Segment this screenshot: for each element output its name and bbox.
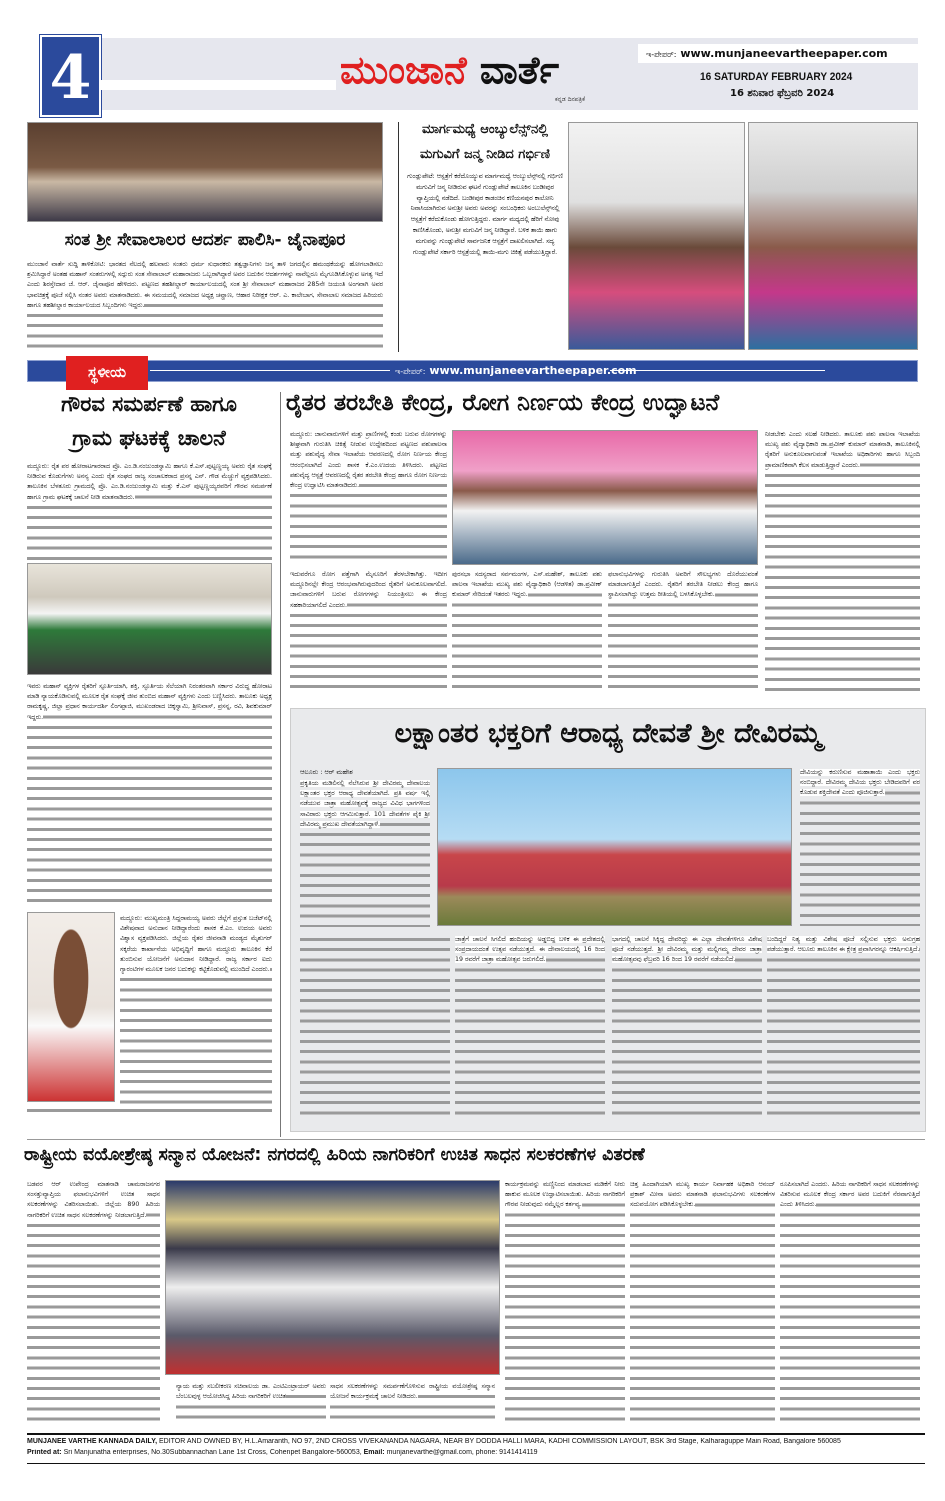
raitha-body-4: ಫಲಾನುಭವಿಗಳನ್ನು ಗುರುತಿಸಿ ಅವರಿಗೆ ಸೌಲಭ್ಯಗಳು ದೊರೆಯುವಂತೆ ಮಾಡಲಾಗುತ್ತಿದೆ ಎಂದರು. ರೈತರಿಗೆ ತರಬೇತಿ ನೀಡಲು ಕೇಂದ್ರ ಹಾಗೂ ಸ್ಥಾಪಿಸಲಾಗಿದ್ದು ಉತ್ತಮ ರೀತಿಯಲ್ಲಿ ಬಳಸಿಕೊಳ್ಳಬೇಕು. — [608, 570, 758, 692]
section-epaper[interactable] — [395, 360, 637, 382]
tagline: ಕನ್ನಡ ದಿನಪತ್ರಿಕೆ — [555, 96, 586, 103]
raitha-body-3: ಇದುವರೆಗೂ ರೋಗ ಪತ್ತೆಗಾಗಿ ಮೈಸೂರಿಗೆ ತೆರಳಬೇಕಾಗಿತ್ತು. ಇದೀಗ ಮದ್ದೂರಿನಲ್ಲೇ ಕೇಂದ್ರ ಆರಂಭವಾಗಿರುವುದರಿಂದ ರೈತರಿಗೆ ಅನುಕೂಲವಾಗಲಿದೆ. ಜಾನುವಾರುಗಳಿಗೆ ಬರುವ ರೋಗಗಳನ್ನು ನಿಯಂತ್ರಿಸಲು ಈ ಕೇಂದ್ರ ಸಹಕಾರಿಯಾಗಲಿದೆ ಎಂದರು. — [290, 570, 447, 692]
divider — [27, 1139, 925, 1140]
sevalal-body: ಮುಂಜಾನೆ ವಾರ್ತೆ ಸುದ್ದಿ ತಾಳಿಕೋಟಿ: ಭಾರತದ ನೆಲದಲ್ಲಿ ಹಲವಾರು ಸಂತರು ಧರ್ಮ ಸುಧಾರಕರು ತತ್ವಜ್ಞಾನಿಗಳು ಜನ್ಮ ತಾಳಿ ಜಗದಲ್ಲಿನ ಹಮಂಥಕೆಯನ್ನು ಹೋಗಲಾಡಿಸಲು ಶ್ರಮಿಸಿದ್ದಾರೆ ಅಂತಹ ಮಹಾನ್ ಸಂತರುಗಳಲ್ಲಿ ಸದ್ಗುರು ಸಂತ ಸೇವಾಲಾಲ್ ಮಹಾರಾಜರು ಒಬ್ಬರಾಗಿದ್ದಾರೆ ಅವರ ಬದುಕಿನ ಆದರ್ಶಗಳನ್ನು ನಾವೆಲ್ಲರೂ ಮೈಗೂಡಿಸಿಕೊಳ್ಳುವ ಅಗತ್ಯ ಇದೆ ಎಂದು ಶಿರಸ್ತೇದಾರ ಜೆ. ಆರ್. ಜೈನಾಪೂರ ಹೇಳಿದರು. ಪಟ್ಟಣದ ತಹಶೀಲ್ದಾರ್ ಕಾರ್ಯಾಲಯದಲ್ಲಿ ಸಂತ ಶ್ರೀ ಸೇವಾಲಾಲ್ ಮಹಾರಾಜರ 285ನೇ ಜಯಂತಿ ಅಂಗವಾಗಿ ಅವರ ಭಾವಚಿತ್ರಕ್ಕೆ ಪೂಜೆ ಸಲ್ಲಿಸಿ ನಂತರ ಅವರು ಮಾತನಾಡಿದರು. ಈ ಸಮಯದಲ್ಲಿ ಸಮಾಜದ ಅಧ್ಯಕ್ಷ ಚವ್ಹಾಣ, ಆಹಾರ ನಿರೀಕ್ಷಕ ಆರ್. ಎ. ಕಾಲೇಬಾಗ, ಸೇವಾಲಾಲ ಸಮಾಜದ ಹಿರಿಯರು ಹಾಗೂ ತಹಶೀಲ್ದಾರ ಕಾರ್ಯಾಲಯದ ಸಿಬ್ಬಂದಿಗಳು ಇದ್ದರು. — [27, 260, 383, 352]
devirammma-body-2: ದೇವಿಯನ್ನು ಕರುಣಿಸುವ ಮಹಾತಾಯಿ ಎಂದು ಭಕ್ತರು ನಂಬಿದ್ದಾರೆ. ದೇವಿರಮ್ಮ ದೇವಿಯ ಭಕ್ತರು ಬೇಡಿದವರಿಗೆ ವರ ಕೊಡುವ ಶಕ್ತಿದೇವತೆ ಎಂದು ಪೂಜಿಸುತ್ತಾರೆ. — [800, 768, 920, 926]
devirammma-headline: ಲಕ್ಷಾಂತರ ಭಕ್ತರಿಗೆ ಆರಾಧ್ಯ ದೇವತೆ ಶ್ರೀ ದೇವಿರಮ್ಮ — [394, 718, 822, 749]
devirammma-byline: ಆಲೂರು : ಆರ್ ಮಹೇಶ — [300, 768, 353, 776]
logo-part1: ಮುಂಜಾನೆ — [340, 48, 467, 92]
raitha-body-3b: ಪುರಸಭಾ ಸದಸ್ಯರಾದ ಸರ್ವಮಂಗಳ, ಎಸ್.ಮಹೇಶ್, ತಾಲೂಕು ಪಶು ಪಾಲನಾ ಇಲಾಖೆಯ ಮುಖ್ಯ ಪಶು ವೈದ್ಯಾಧಿಕಾರಿ (ಆಡಳಿತ) ಡಾ.ಪ್ರವೀಣ್ ಕುಮಾರ್ ಸೇರಿದಂತೆ ಇತರರು ಇದ್ದರು. — [452, 570, 602, 692]
vayoshreshta-body-4: ರೂಪಿಸಲಾಗಿದೆ ಎಂದರು. ಹಿರಿಯ ನಾಗರಿಕರಿಗೆ ಸಾಧನ ಸಲಕರಣೆಗಳನ್ನು ವಿತರಿಸುವ ಮೂಲಕ ಕೇಂದ್ರ ಸರ್ಕಾರ ಅವರ ಬದುಕಿಗೆ ನೆರವಾಗುತ್ತಿದೆ ಎಂದು ತಿಳಿಸಿದರು. — [780, 1180, 920, 1425]
raitha-body-2: ನೀಡಬೇಕು ಎಂದು ಸಲಹೆ ನೀಡಿದರು. ತಾಲೂಕು ಪಶು ಪಾಲನಾ ಇಲಾಖೆಯ ಮುಖ್ಯ ಪಶು ವೈದ್ಯಾಧಿಕಾರಿ ಡಾ.ಪ್ರವೀಣ್ ಕುಮಾರ್ ಮಾತನಾಡಿ, ತಾಲೂಕಿನಲ್ಲಿ ರೈತರಿಗೆ ಅನುಕೂಲವಾಗುವಂತೆ ಇಲಾಖೆಯ ಅಧಿಕಾರಿಗಳು ಹಾಗೂ ಸಿಬ್ಬಂದಿ ಪ್ರಾಮಾಣಿಕವಾಗಿ ಕೆಲಸ ಮಾಡುತ್ತಿದ್ದಾರೆ ಎಂದರು. — [765, 430, 920, 692]
temple-photo — [437, 768, 792, 926]
vayoshreshta-event-photo — [165, 1180, 500, 1375]
epaper-url[interactable]: www.munjaneevartheepaper.com — [680, 47, 888, 60]
epaper-label: ಇ-ಪೇಪರ್: — [646, 50, 677, 59]
gourava-headline-1: ಗೌರವ ಸಮರ್ಪಣೆ ಹಾಗೂ — [61, 392, 237, 416]
footer-line-2 — [27, 1449, 925, 1456]
sevalal-headline: ಸಂತ ಶ್ರೀ ಸೇವಾಲಾಲರ ಆದರ್ಶ ಪಾಲಿಸಿ- ಜೈನಾಪೂರ — [64, 230, 346, 250]
vayoshreshta-body-3: ಚಿತ್ತ ಹಿಂದಾಗಿಯಾಗಿ ಮುಖ್ಯ ಕಾರ್ಯ ನಿರ್ವಾಹಕ ಅಧಿಕಾರಿ ಆನಂದ್ ಪ್ರಕಾಶ್ ಮೀನಾ ಅವರು ಮಾತನಾಡಿ ಫಲಾನುಭವಿಗಳು ಸಲಕರಣೆಗಳ ಸದುಪಯೋಗ ಪಡಿಸಿಕೊಳ್ಳಬೇಕು. — [630, 1180, 775, 1425]
mla-portrait-photo — [27, 912, 115, 1102]
column-divider — [280, 392, 281, 1137]
devirammma-body-4: ಭಾಗದಲ್ಲಿ ಚಾಲನೆ ಸಿಕ್ಕಿದ್ದ ದೇವರಿದ್ದು ಈ ಎಲ್ಲಾ ದೇವತೆಗಳಿಗೂ ವಿಶೇಷ ಪೂಜೆ ನಡೆಯುತ್ತದೆ. ಶ್ರೀ ದೇವಿರಮ್ಮ ಮತ್ತು ಮಲ್ಲಿಗಮ್ಮ ದೇವರ ಜಾತ್ರಾ ಮಹೋತ್ಸವವು ಫೆಬ್ರವರಿ 16 ರಿಂದ 19 ರವರೆಗೆ ನಡೆಯಲಿದೆ. — [612, 935, 762, 1115]
sevalal-event-photo — [27, 122, 383, 222]
column-divider — [398, 122, 399, 352]
ambulance-headline-1: ಮಾರ್ಗಮಧ್ಯೆ ಆಂಬ್ಯುಲೆನ್ಸ್‌ನಲ್ಲಿ — [421, 122, 549, 137]
section-epaper-label: ಇ-ಪೇಪರ್: — [395, 367, 426, 376]
ambulance-headline-2: ಮಗುವಿಗೆ ಜನ್ಮ ನೀಡಿದ ಗರ್ಭಿಣಿ — [419, 147, 551, 162]
vayoshreshta-caption-1: ನ್ಯಾಯ ಮತ್ತು ಸಬಲೀಕರಣ ಸಚಿವಾಲಯ ಡಾ. ಎಂಟಿಎಂಟ್ರಾಯರ್ ಅವರು ಬೆಂಬಲವುಳ್ಳ ಆಯೋಜಿಸಿದ್ದ ಹಿರಿಯ ನಾಗರಿಕರಿಗೆ ಉಚಿತ — [176, 1382, 326, 1426]
gourava-headline-2: ಗ್ರಾಮ ಘಟಕಕ್ಕೆ ಚಾಲನೆ — [72, 426, 226, 450]
devirammma-body-1: ಪ್ರಕೃತಿಯ ಮಡಿಲಿನಲ್ಲಿ ನೆಲೆಸಿರುವ ಶ್ರೀ ದೇವಿರಮ್ಮ ದೇವಾಲಯ ಲಕ್ಷಾಂತರ ಭಕ್ತರ ಆರಾಧ್ಯ ದೇವತೆಯಾಗಿದೆ. ಪ್ರತಿ ವರ್ಷ ಇಲ್ಲಿ ನಡೆಯುವ ಜಾತ್ರಾ ಮಹೋತ್ಸವಕ್ಕೆ ರಾಜ್ಯದ ವಿವಿಧ ಭಾಗಗಳಿಂದ ಸಾವಿರಾರು ಭಕ್ತರು ಆಗಮಿಸುತ್ತಾರೆ. 101 ದೇವತೆಗಳ ಪೈಕಿ ಶ್ರೀ ದೇವಿರಮ್ಮ ಪ್ರಮುಖ ದೇವತೆಯಾಗಿದ್ದಾಳೆ. — [300, 779, 430, 927]
raitha-headline: ರೈತರ ತರಬೇತಿ ಕೇಂದ್ರ, ರೋಗ ನಿರ್ಣಯ ಕೇಂದ್ರ ಉದ್ಘಾಟನೆ — [286, 390, 720, 416]
page-number: 4 — [40, 35, 101, 117]
epaper-url-box[interactable] — [638, 44, 918, 63]
footer-line-1 — [27, 1438, 925, 1445]
vayoshreshta-headline: ರಾಷ್ಟ್ರೀಯ ವಯೋಶ್ರೇಷ್ಠ ಸನ್ಮಾನ ಯೋಜನೆ: ನಗರದಲ್ಲಿ ಹಿರಿಯ ನಾಗರಿಕರಿಗೆ ಉಚಿತ ಸಾಧನ ಸಲಕರಣೆಗಳ ವಿತರಣೆ — [24, 1145, 645, 1165]
devirammma-body-3: ಜಾತ್ರೆಗೆ ಚಾಲನೆ ಸಿಗಲಿದೆ ಹಂದಿಯನ್ನು ಅಡ್ಡಬಿದ್ದ ಬಳಿಕ ಈ ಪ್ರದೇಶದಲ್ಲಿ ಸಂಪ್ರದಾಯದಂತೆ ಉತ್ಸವ ನಡೆಯುತ್ತದೆ. ಈ ದೇವಾಲಯದಲ್ಲಿ 16 ರಿಂದ 19 ರವರೆಗೆ ಜಾತ್ರಾ ಮಹೋತ್ಸವ ಜರುಗಲಿದೆ. — [455, 935, 605, 1115]
footer-printed-label: Printed at: — [27, 1449, 62, 1456]
raitha-body-1: ಮದ್ದೂರು: ಜಾನುವಾರುಗಳಿಗೆ ಮತ್ತು ಪ್ರಾಣಿಗಳಲ್ಲಿ ಕಂಡು ಬರುವ ರೋಗಗಳನ್ನು ಶೀಘ್ರವಾಗಿ ಗುರುತಿಸಿ ಚಿಕಿತ್ಸೆ ನೀಡುವ ಉದ್ದೇಶದಿಂದ ಪಟ್ಟಣದ ಪಶುಪಾಲನಾ ಮತ್ತು ಪಶುವೈದ್ಯ ಸೇವಾ ಇಲಾಖೆಯ ಆವರಣದಲ್ಲಿ ರೋಗ ನಿರ್ಣಯ ಕೇಂದ್ರ ಆರಂಭಿಸಲಾಗಿದೆ ಎಂದು ಶಾಸಕ ಕೆ.ಎಂ.ಉದಯ ತಿಳಿಸಿದರು. ಪಟ್ಟಣದ ಪಶುವೈದ್ಯ ಆಸ್ಪತ್ರೆ ಆವರಣದಲ್ಲಿ ರೈತರ ತರಬೇತಿ ಕೇಂದ್ರ ಹಾಗೂ ರೋಗ ನಿರ್ಣಯ ಕೇಂದ್ರ ಉದ್ಘಾಟಿಸಿ ಮಾತನಾಡಿದರು. — [290, 430, 447, 565]
footer-printer: Sri Manjunatha enterprises, No.30Subbannachan Lane 1st Cross, Cohenpet Bangalore-560053, — [63, 1449, 362, 1456]
gourava-group-photo — [27, 563, 272, 675]
masthead-white-strip — [101, 80, 336, 90]
cm-budget-body: ಮದ್ದೂರು: ಮುಖ್ಯಮಂತ್ರಿ ಸಿದ್ದರಾಮಯ್ಯ ಅವರು ಜೆಲ್ಲೆಗೆ ಪ್ರಸ್ತುತ ಬಜೆಟ್‌ನಲ್ಲಿ ವಿಶೇಷವಾದ ಅನುದಾನ ನೀಡಿದ್ದಾರೆಂದು ಶಾಸಕ ಕೆ.ಎಂ. ಉದಯ ಅವರು ವಿಶ್ವಾಸ ವ್ಯಕ್ತಪಡಿಸಿದರು. ಜಿಲ್ಲೆಯ ರೈತರ ಜೀವನಾಡಿ ಮಂಡ್ಯದ ಮೈಶುಗರ್ ಸಕ್ಕರೆಯ ಕಾರ್ಖಾನೆಯ ಅಭಿವೃದ್ಧಿಗೆ ಹಾಗೂ ಮದ್ದೂರು ತಾಲೂಕಿನ ಕೆರೆ ತುಂಬಿಸುವ ಯೋಜನೆಗೆ ಅನುದಾನ ನೀಡಿದ್ದಾರೆ. ರಾಜ್ಯ ಸರ್ಕಾರ ಐದು ಗ್ಯಾರಂಟಿಗಳ ಮೂಲಕ ಜನರ ಬದುಕನ್ನು ಕಟ್ಟಿಕೊಡುವಲ್ಲಿ ಮುಂದಿದೆ ಎಂದರು. — [120, 914, 272, 1104]
cm-budget-body-cont — [27, 1106, 272, 1118]
section-tag-local: ಸ್ಥಳೀಯ — [66, 356, 148, 390]
section-line-left — [150, 370, 390, 371]
footer-email-label: Email: — [363, 1449, 385, 1456]
section-line-right — [610, 370, 825, 371]
gourava-body-1: ಮದ್ದೂರು: ರೈತ ಪರ ಹೋರಾಟಗಾರರಾದ ಪ್ರೊ. ಎಂ.ಡಿ.ನಂಜುಂಡಸ್ವಾಮಿ ಹಾಗೂ ಕೆ.ಎಸ್.ಪುಟ್ಟಣ್ಣಯ್ಯ ಅವರು ರೈತ ಸಂಘಕ್ಕೆ ನೀಡಿರುವ ಕೊಡುಗೆಗಳು ಅನನ್ಯ ಎಂದು ರೈತ ಸಂಘದ ರಾಜ್ಯ ಸಂಚಾಲಕರಾದ ಪ್ರಸನ್ನ ಎನ್. ಗೌಡ ಮೆಚ್ಚುಗೆ ವ್ಯಕ್ತಪಡಿಸಿದರು. ತಾಲೂಕಿನ ಬೆಳತೂರು ಗ್ರಾಮದಲ್ಲಿ ಪ್ರೊ. ಎಂ.ಡಿ.ನಂಜುಂಡಸ್ವಾಮಿ ಮತ್ತು ಕೆ.ಎಸ್ ಪುಟ್ಟಣ್ಣಯ್ಯರವರಿಗೆ ಗೌರವ ಸಮರ್ಪಣೆ ಹಾಗೂ ಗ್ರಾಮ ಘಟಕಕ್ಕೆ ಚಾಲನೆ ನೀಡಿ ಮಾತನಾಡಿದರು. — [27, 462, 272, 560]
footer-email-phone: munjanevarthe@gmail.com, phone: 9141414119 — [386, 1449, 538, 1456]
footer-editor-address: EDITOR AND OWNED BY, H.L.Amaranth, NO 97, 2ND CROSS VIVEKANANDA NAGARA, NEAR BY DODDA HALLI MARA, KADHI COMMISSION LAYOUT, BSK 3rd Stage, Kalharaguppe Main Road, Bangalore 560085 — [158, 1438, 841, 1445]
footer-paper-name: MUNJANEE VARTHE KANNADA DAILY, — [27, 1438, 158, 1445]
newspaper-logo — [340, 40, 630, 100]
footer-rule-top — [27, 1433, 925, 1435]
ambulance-photo-1 — [568, 122, 745, 350]
date-kannada: 16 ಶನಿವಾರ ಫೆಬ್ರವರಿ 2024 — [730, 88, 835, 99]
gourava-body-2: ಇವರು ಮಹಾನ್ ವ್ಯಕ್ತಿಗಳ ರೈತರಿಗೆ ಸ್ಪೂರ್ತಿಯಾಗಿ, ಶಕ್ತಿ, ಸ್ಫೂರ್ತಿಯ ಸೆಲೆಯಾಗಿ ನಿರಂತರವಾಗಿ ಸರ್ಕಾರ ವಿರುದ್ಧ ಹೋರಾಟ ಮಾಡಿ ನ್ಯಾಯಕೊಡಿಸುವಲ್ಲಿ ಮೂಲಕ ರೈತ ಸಂಘಕ್ಕೆ ಜೀವ ತುಂಬಿದ ಮಹಾನ್ ವ್ಯಕ್ತಿಗಳು ಎಂದು ಬಣ್ಣಿಸಿದರು. ತಾಲೂಕು ಅಧ್ಯಕ್ಷ ರಾಮಕೃಷ್ಣ, ಜಿಲ್ಲಾ ಪ್ರಧಾನ ಕಾರ್ಯದರ್ಶಿ ಲಿಂಗಪ್ಪಾಜಿ, ಮುಖಂಡರಾದ ಚಿಕ್ಕಸ್ವಾಮಿ, ಶ್ರೀನಿವಾಸ್, ಪ್ರಸನ್ನ, ರವಿ, ಶಿವಕುಮಾರ್ ಇದ್ದರು. — [27, 682, 272, 902]
logo-part2: ವಾರ್ತೆ — [479, 48, 560, 92]
ambulance-body: ಗುಂಡ್ಲುಪೇಟೆ: ಆಸ್ಪತ್ರೆಗೆ ಕರೆದೊಯ್ಯುವ ಮಾರ್ಗಮಧ್ಯೆ ಆಂಬ್ಯುಲೆನ್ಸ್‌ನಲ್ಲಿ ಗರ್ಭಿಣಿ ಮಗುವಿಗೆ ಜನ್ಮ ನೀಡಿರುವ ಘಟನೆ ಗುಂಡ್ಲುಪೇಟೆ ತಾಲೂಕಿನ ಬಂಡೀಪುರ ವ್ಯಾಪ್ತಿಯಲ್ಲಿ ನಡೆದಿದೆ. ಬಂಡೀಪುರ ಕಾಡಂಚಿನ ಕಣಿಯನಪುರ ಕಾಲೋನಿ ನಿವಾಸಿಯಾಗಿರುವ ಅನುಶ್ರೀ ಅವರು ಅವರನ್ನು ಸಂಬಂಧಿಕರು ಅಂಬುಲೆನ್ಸ್‌ನಲ್ಲಿ ಆಸ್ಪತ್ರೆಗೆ ಕರೆದುಕೊಂಡು ಹೋಗುತ್ತಿದ್ದರು. ಮಾರ್ಗ ಮಧ್ಯದಲ್ಲಿ ಹೆರಿಗೆ ನೋವು ಕಾಣಿಸಿಕೊಂಡು, ಅನುಶ್ರೀ ಮಗುವಿಗೆ ಜನ್ಮ ನೀಡಿದ್ದಾರೆ. ಬಳಿಕ ತಾಯಿ ಹಾಗು ಮಗುವನ್ನು ಗುಂಡ್ಲುಪೇಟೆ ಸಾರ್ವಜನಿಕ ಆಸ್ಪತ್ರೆಗೆ ದಾಖಲಿಸಲಾಗಿದೆ. ಸದ್ಯ ಗುಂಡ್ಲುಪೇಟೆ ಸರ್ಕಾರಿ ಆಸ್ಪತ್ರೆಯಲ್ಲಿ ತಾಯಿ-ಮಗು ಚಿಕಿತ್ಸೆ ಪಡೆಯುತ್ತಿದ್ದಾರೆ. — [407, 173, 563, 256]
devirammma-body-5: ಬಂದಿದ್ದರೆ ನಿತ್ಯ ಮತ್ತು ವಿಶೇಷ ಪೂಜೆ ಸಲ್ಲಿಸುವ ಭಕ್ತರು ಅನುಗ್ರಹ ಪಡೆಯುತ್ತಾರೆ. ಆಲೂರು ತಾಲೂಕಿನ ಈ ಕ್ಷೇತ್ರ ಪ್ರವಾಸಿಗರನ್ನೂ ಆಕರ್ಷಿಸುತ್ತಿದೆ. — [767, 935, 920, 1115]
section-epaper-url[interactable]: www.munjaneevartheepaper.com — [429, 364, 637, 377]
ambulance-photo-2 — [748, 122, 918, 350]
date-english: 16 SATURDAY FEBRUARY 2024 — [700, 71, 853, 83]
vayoshreshta-body-2: ಕಾರ್ಯಕ್ರಮವನ್ನು ಮಣ್ಣಿನಿಂದ ಮಾಡಲಾದ ಮಡಿಕೆಗೆ ನೀರು ಹಾಕುವ ಮೂಲಕ ಉದ್ಘಾಟಿಸಲಾಯಿತು. ಹಿರಿಯ ನಾಗರಿಕರಿಗೆ ಗೌರವ ನೀಡುವುದು ನಮ್ಮೆಲ್ಲರ ಕರ್ತವ್ಯ. — [505, 1180, 625, 1425]
devirammma-body-1b — [300, 935, 450, 1115]
raitha-inauguration-photo — [452, 430, 758, 565]
footer-rule-bottom — [27, 1463, 925, 1464]
vayoshreshta-body-1: ಬಡವರ ಆರ್ ಉಪೇಂದ್ರ ಮಾತನಾಡಿ ಚಾಮರಾಜನಗರ ಸಂಸತ್ತುವ್ಯಾಪ್ತಿಯ ಫಲಾನುಭವಿಗಳಿಗೆ ಉಚಿತ ಸಾಧನ ಸಲಕರಣೆಗಳನ್ನು ವಿತರಿಸಲಾಯಿತು. ಜಿಲ್ಲೆಯ 890 ಹಿರಿಯ ನಾಗರಿಕರಿಗೆ ಉಚಿತ ಸಾಧನ ಸಲಕರಣೆಗಳನ್ನು ನೀಡಲಾಗುತ್ತಿದೆ. — [27, 1180, 160, 1425]
vayoshreshta-caption-2: ಸಾಧನ ಸಲಕರಣೆಗಳನ್ನು ಸಮರ್ಪಣೆಗೊಳಿಸುವ ರಾಷ್ಟ್ರೀಯ ವಯೋಶ್ರೇಷ್ಠ ಸನ್ಮಾನ ಯೋಜನೆ ಕಾರ್ಯಕ್ರಮಕ್ಕೆ ಚಾಲನೆ ನೀಡಿದರು. — [330, 1382, 495, 1426]
